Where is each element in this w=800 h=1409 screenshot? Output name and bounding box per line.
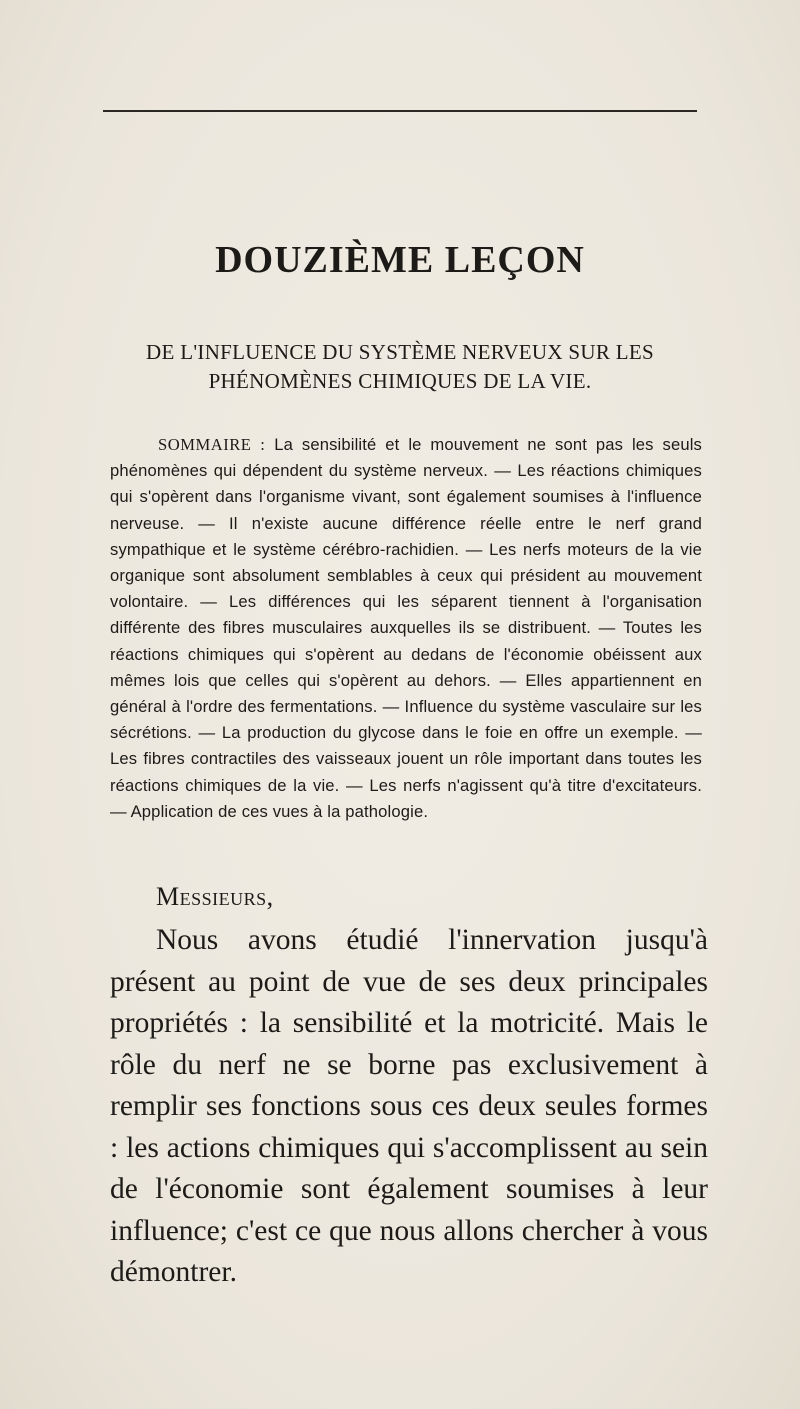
body-paragraph: Nous avons étudié l'innervation jusqu'à présent au point de vue de ses deux principales propriétés : la sensibilité et la motricité. Mais le rôle du nerf ne se borne pas exclusivement à remplir ses fonctions sous ces deux seules formes : les actions chimiques qui s'accomplissent au sein de l'économie sont également soumises à leur influence; c'est ce que nous allons chercher à vous démontrer. xyxy=(110,924,708,1288)
summary-label: SOMMAIRE : xyxy=(158,435,266,454)
chapter-title: DOUZIÈME LEÇON xyxy=(215,239,585,281)
summary-text: La sensibilité et le mouvement ne sont pas les seuls phénomènes qui dépendent du système nerveux. — Les réactions chimiques qui s'opèrent dans l'organisme vivant, sont également soumises à l'influence nerveuse. — Il n'existe aucune différence réelle entre le nerf grand sympathique et le système cérébro-rachidien. — Les nerfs moteurs de la vie organique sont absolument semblables à ceux qui président au mouvement volontaire. — Les différences qui les séparent tiennent à l'organisation différente des fibres musculaires auxquelles ils se distribuent. — Toutes les réactions chimiques qui s'opèrent au dedans de l'économie obéissent aux mêmes lois que celles qui s'opèrent au dehors. — Elles appartiennent en général à l'ordre des fermentations. — Influence du système vasculaire sur les sécrétions. — La production du glycose dans le foie en offre un exemple. — Les fibres contractiles des vaisseaux jouent un rôle important dans toutes les réactions chimiques de la vie. — Les nerfs n'agissent qu'à titre d'excitateurs. — Application de ces vues à la pathologie. xyxy=(110,435,703,821)
chapter-summary xyxy=(110,432,702,825)
salutation: Messieurs, xyxy=(156,882,274,911)
chapter-subtitle: DE L'INFLUENCE DU SYSTÈME NERVEUX SUR LES PHÉNOMÈNES CHIMIQUES DE LA VIE. xyxy=(146,340,654,393)
header-rule xyxy=(103,110,697,112)
